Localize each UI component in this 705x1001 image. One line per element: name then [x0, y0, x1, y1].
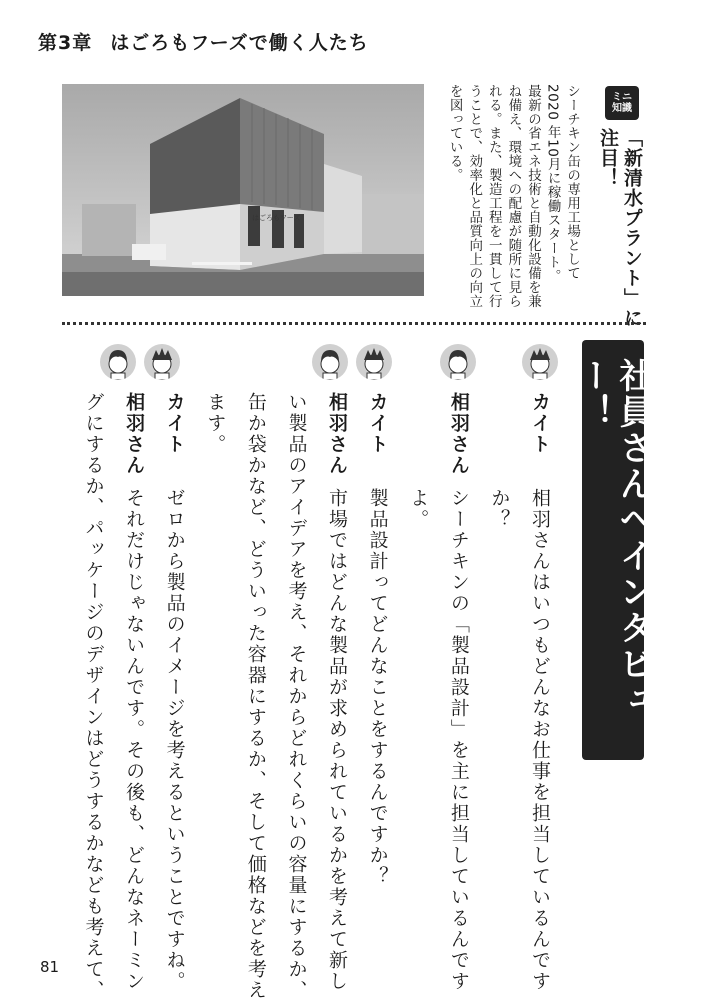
dialog-column — [357, 392, 398, 952]
speaker-name: 相羽さん — [447, 392, 470, 476]
page-number: 81 — [40, 958, 60, 976]
dialog-text: 市場ではどんな製品が求められているかを考えて新し — [326, 488, 349, 992]
aiba-avatar — [312, 344, 348, 380]
dialog-text: か？ — [488, 488, 511, 530]
dialog-column — [479, 392, 520, 952]
badge-line-2: 知識 — [612, 103, 632, 114]
interview-heading-box — [573, 340, 653, 760]
mini-body — [444, 84, 581, 314]
dialog-column — [398, 392, 439, 952]
speaker-name: カイト — [366, 392, 389, 455]
badge-line-1: ミニ — [612, 92, 632, 103]
dialog-column — [73, 392, 114, 1001]
kaito-avatar — [144, 344, 180, 380]
dialog-text: 相羽さんはいつもどんなお仕事を担当しているんです — [529, 488, 551, 992]
mini-body-line: 最新の省エネ技術と自動化設備を兼 — [524, 84, 541, 308]
aiba-avatar — [440, 344, 476, 380]
factory-photo — [62, 84, 424, 296]
kaito-avatar — [522, 344, 558, 380]
mini-body-line: シーチキン缶の専用工場として — [564, 84, 581, 280]
chapter-header — [38, 28, 369, 55]
dialog-column — [438, 392, 479, 992]
dialog-column — [235, 392, 276, 1001]
dialog-column — [276, 392, 317, 1001]
speaker-name: 相羽さん — [123, 392, 146, 476]
chapter-title: はごろもフーズで働く人たち — [110, 32, 369, 54]
interview-dialog — [82, 392, 560, 1001]
dialog-text: グにするか、パッケージのデザインはどうするかなども考えて、 — [82, 392, 105, 1001]
dialog-column — [519, 392, 560, 992]
dialog-text: 缶か袋かなど、どういった容器にするか、そして価格などを考え — [244, 392, 267, 1001]
dialog-text: い製品のアイデアを考え、それからどれくらいの容量にするか、 — [285, 392, 308, 1001]
mini-title: 「新清水プラント」に注目！ — [597, 128, 643, 328]
dialog-text: 製品設計ってどんなことをするんですか？ — [366, 488, 389, 887]
dialog-column — [113, 392, 154, 992]
speaker-name: カイト — [163, 392, 186, 455]
photo-building-sign: はごろもフーズ — [252, 214, 301, 222]
mini-body-line: れる。また、製造工程を一貫して行 — [485, 84, 502, 308]
dialog-text: ゼロから製品のイメージを考えるということですね。 — [163, 488, 186, 992]
dialog-text: シーチキンの「製品設計」を主に担当しているんです — [447, 488, 470, 992]
mini-knowledge-badge — [605, 86, 639, 120]
chapter-label: 第3章 — [38, 32, 93, 54]
dialog-text: よ。 — [407, 488, 430, 530]
mini-body-line: を図っている。 — [446, 84, 463, 182]
speaker-name: 相羽さん — [326, 392, 349, 476]
speaker-name: カイト — [529, 392, 551, 455]
mini-body-line: ね備え、環境への配慮が随所に見ら — [505, 84, 522, 308]
dialog-column — [195, 392, 236, 952]
section-divider — [62, 322, 646, 325]
interview-heading: 社員さんへインタビュー！ — [573, 358, 653, 718]
aiba-avatar — [100, 344, 136, 380]
dialog-text: それだけじゃないんです。その後も、どんなネーミン — [123, 488, 146, 992]
dialog-column — [316, 392, 357, 992]
mini-body-line: うことで、効率化と品質向上の向立 — [466, 84, 483, 308]
mini-body-line: 2020 年10月に稼働スタート。 — [544, 84, 561, 284]
kaito-avatar — [356, 344, 392, 380]
dialog-text: ます。 — [204, 392, 227, 455]
dialog-column — [154, 392, 195, 992]
